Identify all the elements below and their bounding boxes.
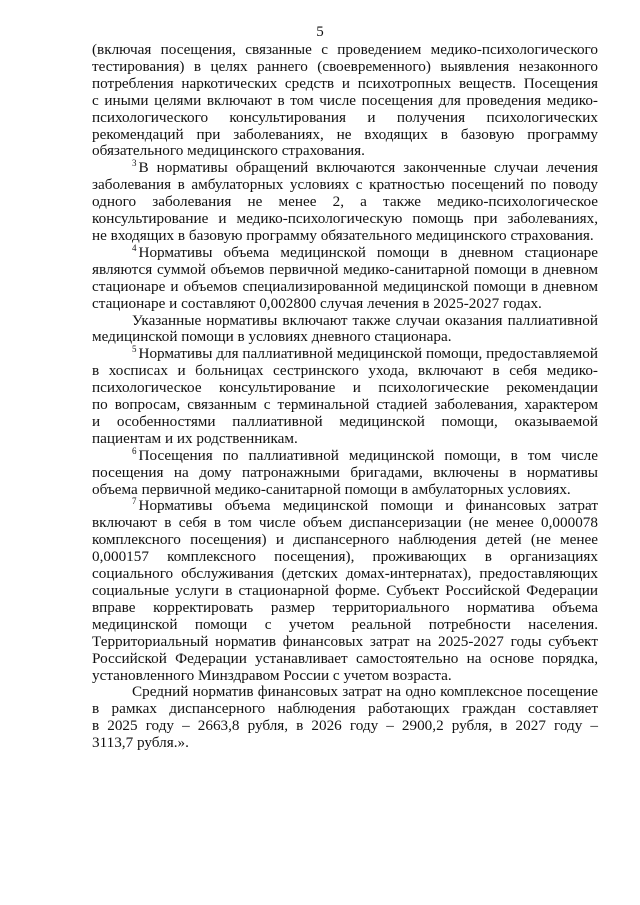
line-text: по вопросам, связанным с терминальной стадией заболевания, характером — [92, 396, 598, 414]
line-text: потребления наркотических средств и психотропных веществ. Посещения — [92, 74, 598, 92]
line-text: установленного Минздравом России с учетом возраста. — [92, 666, 452, 684]
text-line — [92, 532, 598, 549]
paragraph — [92, 313, 598, 347]
text-line — [92, 194, 598, 211]
footnote-marker: 7 — [132, 496, 137, 507]
text-line — [92, 329, 598, 346]
line-text: психологическое консультирование и психологические рекомендации — [92, 379, 598, 397]
paragraph — [92, 160, 598, 245]
footnote-marker: 4 — [132, 242, 137, 253]
line-text: социального обслуживания (детских домах-интернатах), предоставляющих — [92, 565, 598, 583]
text-line — [92, 76, 598, 93]
paragraph — [92, 346, 598, 447]
line-text: Указанные нормативы включают также случаи оказания паллиативной — [132, 311, 598, 329]
line-text: социальные услуги в стационарной форме. Субъект Российской Федерации — [92, 582, 598, 599]
line-text: объема первичной медико-санитарной помощи в амбулаторных условиях. — [92, 480, 571, 498]
text-line — [92, 143, 598, 160]
line-text: стационаре и составляют 0,002800 случая лечения в 2025-2027 годах. — [92, 294, 542, 312]
paragraph — [92, 242, 598, 313]
line-text: Нормативы объема медицинской помощи в дневном стационаре — [138, 243, 598, 261]
text-line — [92, 482, 598, 499]
line-text: не входящих в базовую программу обязательного медицинского страхования. — [92, 226, 594, 244]
line-text: 0,000157 комплексного посещения), проживающих в организациях — [92, 548, 598, 566]
line-text: стационаре и объемов специализированной медицинской помощи в дневном — [92, 277, 598, 295]
text-line — [92, 93, 598, 110]
footnote-marker: 5 — [132, 344, 137, 355]
text-line — [92, 228, 598, 245]
line-text: рекомендаций при заболеваниях, не входящих в базовую программу — [92, 125, 598, 143]
page-number: 5 — [316, 24, 324, 40]
line-text: Средний норматив финансовых затрат на одно комплексное посещение — [132, 683, 598, 701]
text-line — [92, 498, 598, 515]
text-line — [92, 617, 598, 634]
text-line — [92, 566, 598, 583]
text-line — [92, 549, 598, 566]
text-line — [92, 177, 598, 194]
line-text: в 2025 году – 2663,8 рубля, в 2026 году – 2900,2 рубля, в 2027 году – — [92, 717, 598, 735]
line-text: Нормативы объема медицинской помощи и финансовых затрат — [138, 497, 598, 515]
line-text: в рамках диспансерного наблюдения работающих граждан составляет — [92, 700, 598, 718]
line-text: 3113,7 рубля.». — [92, 734, 189, 752]
text-line — [92, 346, 598, 363]
line-text: комплексного посещения) и диспансерного наблюдения детей (не менее — [92, 531, 598, 549]
text-line — [92, 42, 598, 59]
text-line — [92, 668, 598, 685]
text-line — [92, 127, 598, 144]
line-text: заболевания в амбулаторных условиях с кратностью посещений по поводу — [92, 176, 598, 194]
text-line — [92, 414, 598, 431]
text-line — [92, 600, 598, 617]
text-line — [92, 583, 598, 600]
text-line — [92, 515, 598, 532]
line-text: включают в себя в том числе объем диспансеризации (не менее 0,000078 — [92, 514, 598, 532]
text-line — [92, 296, 598, 313]
paragraph — [92, 445, 598, 499]
text-line — [92, 634, 598, 651]
footnote-marker: 6 — [132, 445, 137, 456]
line-text: вправе корректировать размер территориального норматива объема — [92, 598, 598, 616]
line-text: (включая посещения, связанные с проведением медико-психологического — [92, 41, 598, 58]
line-text: Территориальный норматив финансовых затрат на 2025-2027 годы субъект — [92, 632, 598, 650]
text-line — [92, 380, 598, 397]
line-text: являются суммой объемов первичной медико-санитарной помощи в дневном — [92, 260, 598, 278]
text-line — [92, 279, 598, 296]
line-text: консультирование и медико-психологическую помощь при заболеваниях, — [92, 210, 598, 228]
text-line — [92, 211, 598, 228]
line-text: посещения на дому патронажными бригадами, включены в нормативы — [92, 463, 598, 481]
line-text: Нормативы для паллиативной медицинской помощи, предоставляемой — [138, 345, 598, 363]
text-line — [92, 59, 598, 76]
text-line — [92, 735, 598, 752]
line-text: Посещения по паллиативной медицинской помощи, в том числе — [138, 446, 598, 464]
line-text: пациентам и их родственникам. — [92, 429, 298, 447]
text-line — [92, 445, 598, 465]
text-line — [92, 313, 598, 330]
line-text: одного заболевания не менее 2, а также медико-психологическое — [92, 193, 598, 211]
line-text: в хосписах и больницах сестринского ухода, включают в себя медико- — [92, 362, 598, 380]
text-line — [92, 242, 598, 262]
document-body — [92, 42, 598, 752]
text-line — [92, 262, 598, 279]
line-text: В нормативы обращений включаются законченные случаи лечения — [138, 159, 598, 177]
line-text: и особенностями паллиативной медицинской помощи, оказываемой — [92, 412, 598, 430]
paragraph — [92, 498, 598, 684]
text-line — [92, 651, 598, 668]
footnote-marker: 3 — [132, 158, 137, 169]
text-line — [92, 110, 598, 127]
paragraph — [92, 42, 598, 160]
text-line — [92, 465, 598, 482]
line-text: психологического консультирования и получения психологических — [92, 108, 598, 126]
paragraph — [92, 684, 598, 752]
text-line — [92, 363, 598, 380]
line-text: Российской Федерации устанавливает самостоятельно на основе порядка, — [92, 649, 598, 667]
text-line — [92, 397, 598, 414]
line-text: тестирования) в целях раннего (своевременного) выявления незаконного — [92, 57, 598, 75]
line-text: с иными целями включают в том числе посещения для проведения медико- — [92, 91, 598, 109]
line-text: обязательного медицинского страхования. — [92, 142, 365, 160]
line-text: медицинской помощи с учетом реальной потребности населения. — [92, 615, 598, 633]
text-line — [92, 684, 598, 701]
line-text: медицинской помощи в условиях дневного стационара. — [92, 328, 452, 346]
text-line — [92, 718, 598, 735]
text-line — [92, 160, 598, 177]
text-line — [92, 701, 598, 718]
text-line — [92, 431, 598, 448]
